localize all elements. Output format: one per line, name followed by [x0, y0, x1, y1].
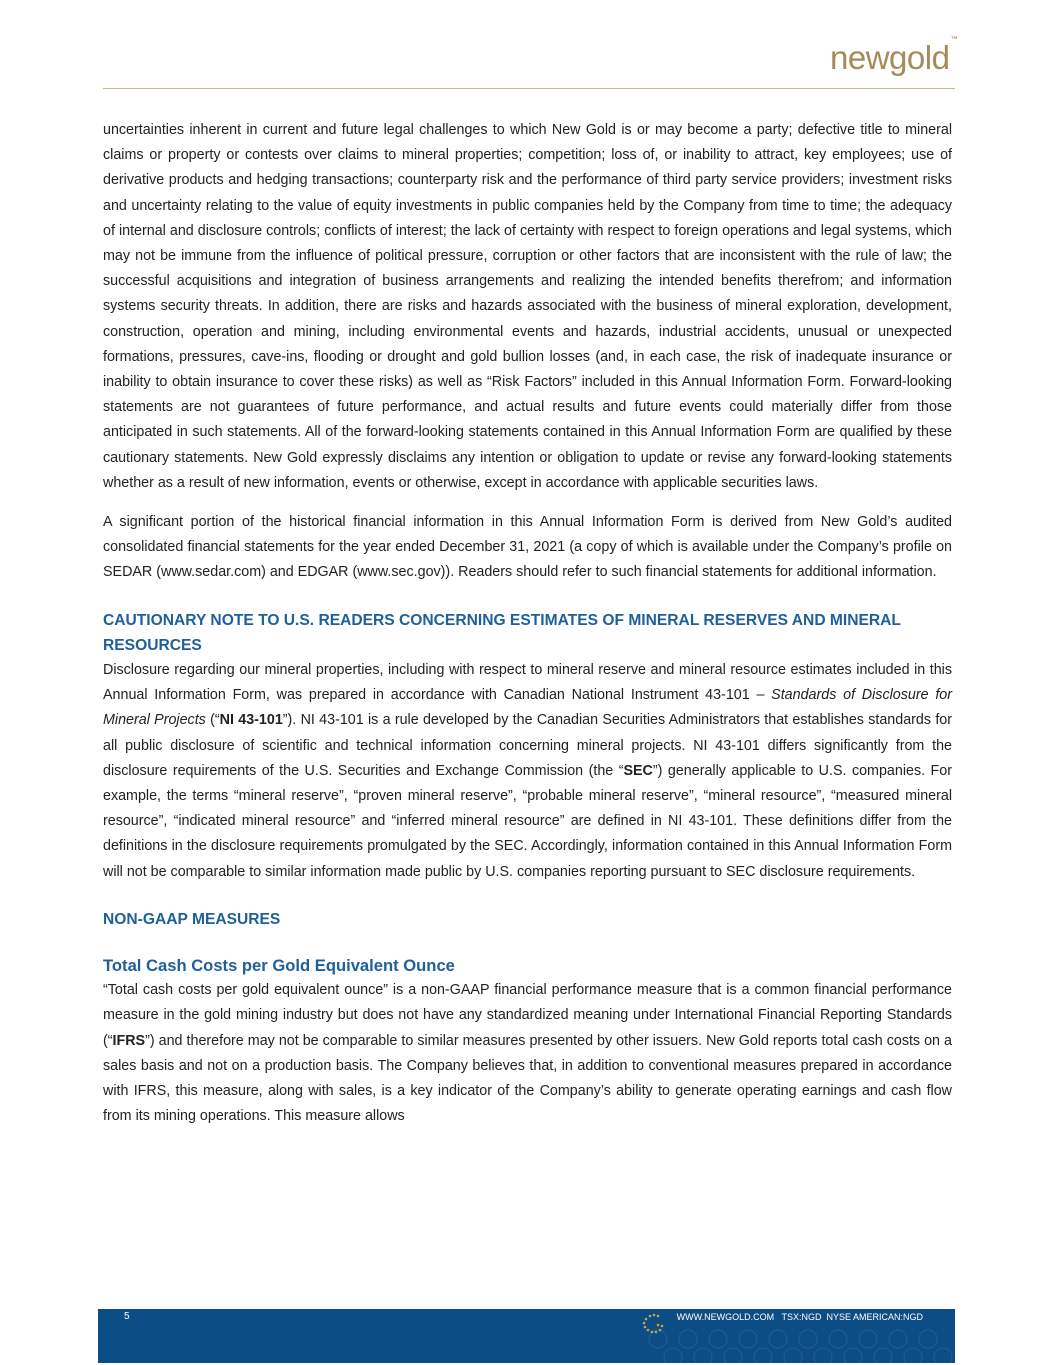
footer-website-tickers: WWW.NEWGOLD.COM TSX:NGD NYSE AMERICAN:NGD [676, 1312, 923, 1322]
paragraph-financial-information: A significant portion of the historical financial information in this Annual Information Form is derived from New Gold’s audited consolidated financial statements for the year ended December 31, 2021 (a copy of which is available under the Company’s profile on SEDAR (www.sedar.com) and EDGAR (www.sec.gov)). Readers should refer to such financial statements for additional information. [103, 514, 952, 581]
cautionary-text-2: (“ [205, 712, 220, 729]
total-cash-costs-heading: Total Cash Costs per Gold Equivalent Ounce [103, 956, 455, 976]
logo-text: newgold [830, 39, 950, 76]
cautionary-ni43101-term: NI 43-101 [219, 712, 283, 729]
non-gaap-heading: NON-GAAP MEASURES [103, 910, 281, 928]
logo-trademark: ™ [950, 36, 958, 43]
total-cash-text-1: “Total cash costs per gold equivalent ounce” is a non-GAAP financial performance measure that is a common financial performance measure in the gold mining industry but does not have any standardized meaning under International Financial Reporting Standards (“ [103, 982, 952, 1049]
total-cash-ifrs-term: IFRS [112, 1032, 146, 1049]
page-footer [98, 1309, 955, 1363]
cautionary-standards-title: Standards of Disclosure for Mineral Projects [103, 687, 953, 729]
gold-dots-icon [638, 1311, 672, 1335]
total-cash-text-2: ”) and therefore may not be comparable to similar measures presented by other issuers. New Gold reports total cash costs on a sales basis and not on a production basis. The Company believes that, in addition to conventional measures prepared in accordance with IFRS, this measure, along with sales, is a key indicator of the Company’s ability to generate operating earnings and cash flow from its mining operations. This measure allows [103, 1032, 952, 1125]
paragraph-total-cash-costs [103, 978, 952, 1129]
cautionary-text-3: ”). NI 43-101 is a rule developed by the Canadian Securities Administrators that establishes standards for all public disclosure of scientific and technical information concerning mineral projects. NI 43-101 differs significantly from the disclosure requirements of the U.S. Securities and Exchange Commission (the “ [103, 712, 953, 779]
company-logo [830, 30, 970, 74]
paragraph-uncertainties: uncertainties inherent in current and future legal challenges to which New Gold is or may become a party; defective title to mineral claims or property or contests over claims to mineral properties; competition; loss of, or inability to attract, key employees; use of derivative products and hedging transactions; counterparty risk and the performance of third party service providers; investment risks and uncertainty relating to the value of equity investments in public companies held by the Company from time to time; the adequacy of internal and disclosure controls; conflicts of interest; the lack of certainty with respect to foreign operations and legal systems, which may not be immune from the influence of political pressure, corruption or other factors that are inconsistent with the rule of law; the successful acquisitions and integration of business arrangements and realizing the intended benefits therefrom; and information systems security threats. In addition, there are risks and hazards associated with the business of mineral exploration, development, construction, operation and mining, including environmental events and hazards, industrial accidents, unusual or unexpected formations, pressures, cave-ins, flooding or drought and gold bullion losses (and, in each case, the risk of inadequate insurance or inability to obtain insurance to cover these risks) as well as “Risk Factors” included in this Annual Information Form. Forward-looking statements are not guarantees of future performance, and actual results and future events could materially differ from those anticipated in such statements. All of the forward-looking statements contained in this Annual Information Form are qualified by these cautionary statements. New Gold expressly disclaims any intention or obligation to update or revise any forward-looking statements whether as a result of new information, events or otherwise, except in accordance with applicable securities laws. [103, 122, 952, 491]
page-content [103, 118, 952, 1129]
cautionary-note-heading: CAUTIONARY NOTE TO U.S. READERS CONCERNING ESTIMATES OF MINERAL RESERVES AND MINERAL RESOURCES [103, 611, 901, 654]
paragraph-cautionary-note [103, 658, 952, 885]
cautionary-text-4: ”) generally applicable to U.S. companies. For example, the terms “mineral reserve”, “proven mineral reserve”, “probable mineral reserve”, “mineral resource”, “measured mineral resource”, “indicated mineral resource” and “inferred mineral resource” are defined in NI 43-101. These definitions differ from the definitions in the disclosure requirements promulgated by the SEC. Accordingly, information contained in this Annual Information Form will not be comparable to similar information made public by U.S. companies reporting pursuant to SEC disclosure requirements. [103, 762, 952, 880]
cautionary-text-1: Disclosure regarding our mineral properties, including with respect to mineral reserve and mineral resource estimates included in this Annual Information Form, was prepared in accordance with Canadian National Instrument 43-101 – [103, 662, 952, 704]
page-number: 5 [124, 1311, 130, 1322]
cautionary-sec-term: SEC [623, 762, 653, 779]
header-divider [103, 88, 955, 89]
